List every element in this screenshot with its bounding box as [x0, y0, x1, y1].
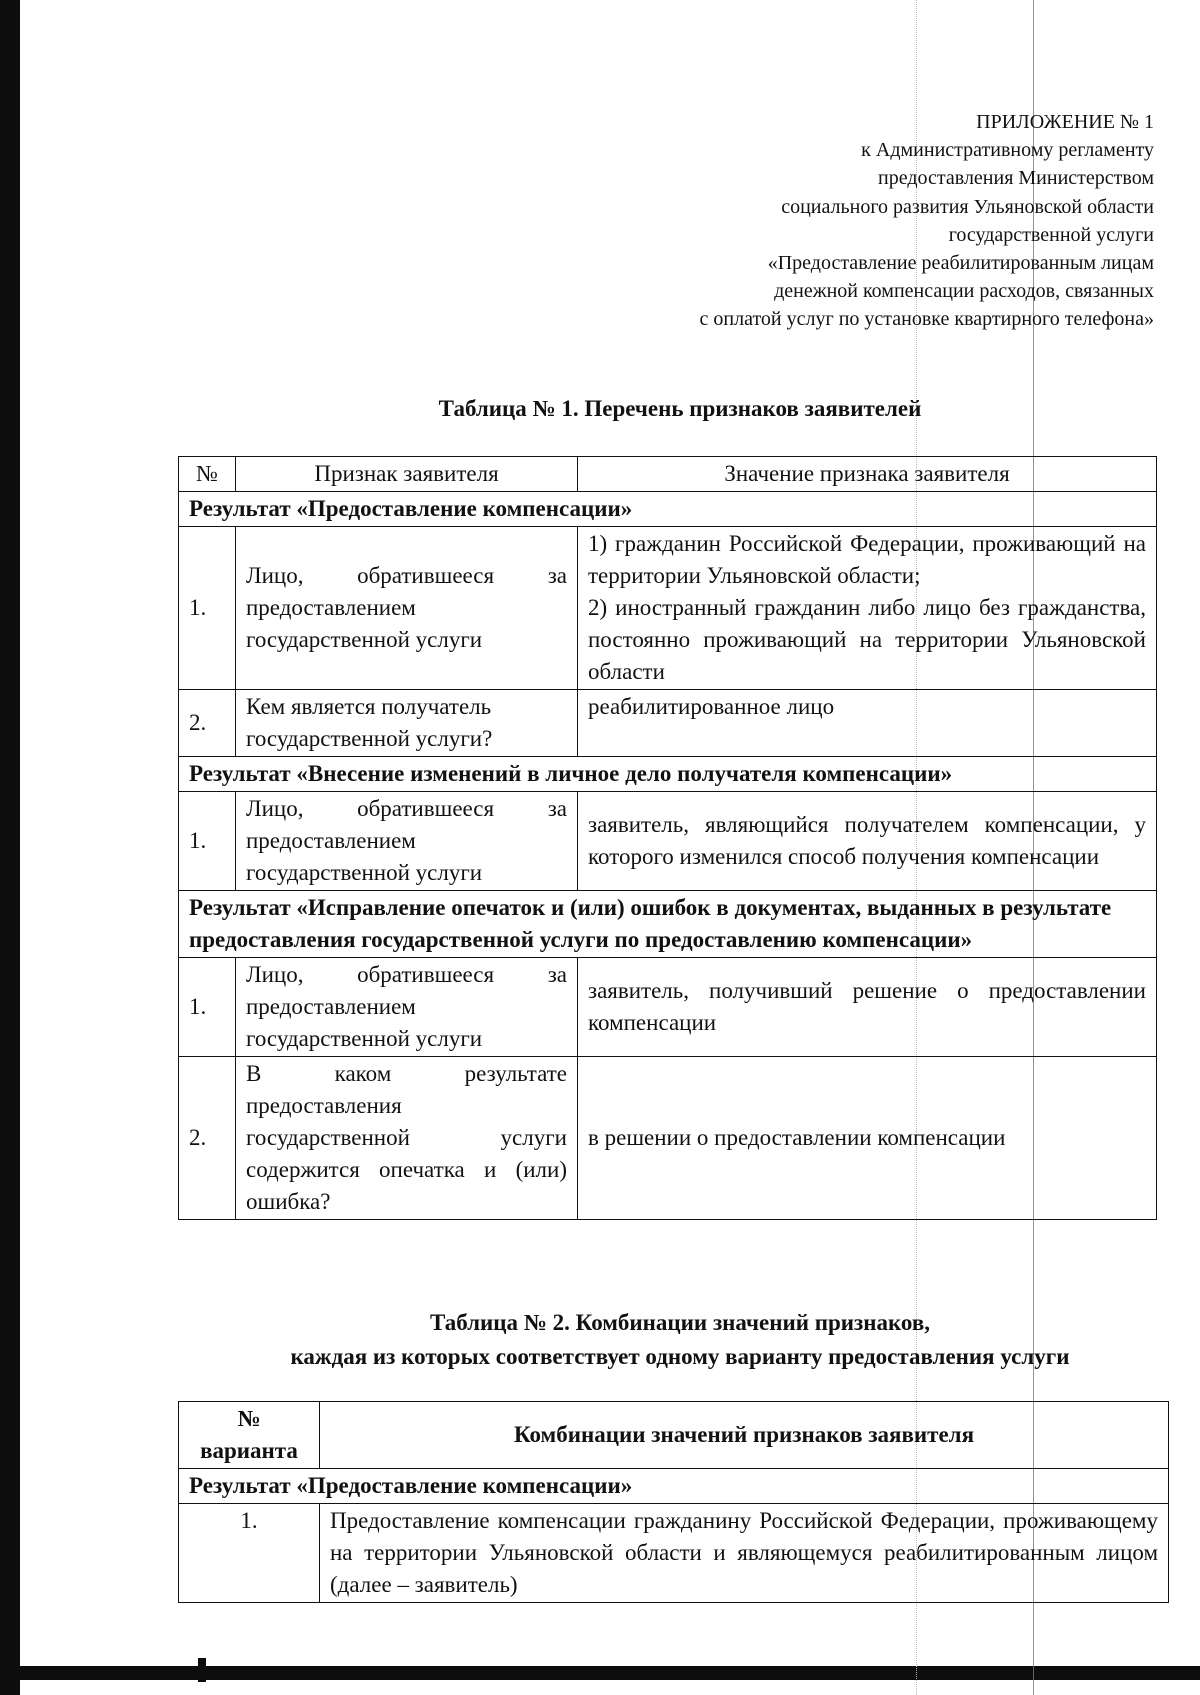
header-line: ПРИЛОЖЕНИЕ № 1 — [976, 111, 1154, 133]
table1-applicant-attributes — [178, 456, 1157, 1220]
header-line: государственной услуги — [948, 223, 1154, 246]
column-header-attribute: Признак заявителя — [236, 457, 578, 492]
section-title: Результат «Внесение изменений в личное дело получателя компенсации» — [179, 757, 1157, 792]
row-value-line: 1) гражданин Российской Федерации, проживающий на территории Ульяновской области; — [588, 531, 1146, 588]
variant-number: 1. — [179, 1504, 320, 1603]
section-row — [179, 891, 1157, 958]
row-value: заявитель, являющийся получателем компенсации, у которого изменился способ получения компенсации — [578, 792, 1157, 891]
column-header-combinations: Комбинации значений признаков заявителя — [320, 1402, 1169, 1469]
appendix-header — [514, 108, 1154, 334]
column-header-value: Значение признака заявителя — [578, 457, 1157, 492]
header-line: к Административному регламенту — [861, 139, 1154, 162]
section-title: Результат «Предоставление компенсации» — [179, 492, 1157, 527]
row-value-line: 2) иностранный гражданин либо лицо без гражданства, постоянно проживающий на территории Ульяновской области — [588, 595, 1146, 684]
row-attribute: Кем является получатель государственной услуги? — [236, 690, 578, 757]
row-number: 1. — [179, 527, 236, 690]
row-attribute: В каком результате предоставления государственной услуги содержится опечатка и (или) ошибка? — [236, 1057, 578, 1220]
header-line: «Предоставление реабилитированным лицам — [767, 252, 1154, 275]
table-row — [179, 958, 1157, 1057]
scan-bottom-mark — [198, 1658, 206, 1682]
table-row — [179, 690, 1157, 757]
table-header-row — [179, 457, 1157, 492]
section-title: Результат «Исправление опечаток и (или) ошибок в документах, выданных в результате предоставления государственной услуги по предоставлению компенсации» — [179, 891, 1157, 958]
header-line: предоставления Министерством — [878, 167, 1154, 190]
row-number: 1. — [179, 958, 236, 1057]
row-value: в решении о предоставлении компенсации — [578, 1057, 1157, 1220]
variant-text: Предоставление компенсации гражданину Российской Федерации, проживающему на территории Ульяновской области и являющемуся реабилитированным лицом (далее – заявитель) — [320, 1504, 1169, 1603]
header-line: с оплатой услуг по установке квартирного телефона» — [699, 308, 1154, 331]
table1-caption: Таблица № 1. Перечень признаков заявителей — [438, 396, 922, 421]
column-header-num: № — [179, 457, 236, 492]
table2-caption-line: Таблица № 2. Комбинации значений признаков, — [429, 1310, 931, 1335]
table2-attribute-combinations — [178, 1401, 1169, 1603]
scan-left-border — [0, 0, 20, 1695]
table-row — [179, 1504, 1169, 1603]
row-value: заявитель, получивший решение о предоставлении компенсации — [578, 958, 1157, 1057]
table-row — [179, 1057, 1157, 1220]
table2-caption-line: каждая из которых соответствует одному варианту предоставления услуги — [290, 1344, 1070, 1369]
section-row — [179, 492, 1157, 527]
scan-bottom-border — [0, 1666, 1200, 1680]
column-header-variant-num: № варианта — [179, 1402, 320, 1469]
section-row — [179, 1469, 1169, 1504]
table2-caption — [180, 1306, 1180, 1374]
table-row — [179, 792, 1157, 891]
row-attribute: Лицо, обратившееся за предоставлением государственной услуги — [236, 958, 578, 1057]
section-title: Результат «Предоставление компенсации» — [179, 1469, 1169, 1504]
section-row — [179, 757, 1157, 792]
row-number: 2. — [179, 690, 236, 757]
header-line: денежной компенсации расходов, связанных — [774, 280, 1154, 303]
table-row — [179, 527, 1157, 690]
row-value — [578, 527, 1157, 690]
row-number: 1. — [179, 792, 236, 891]
row-number: 2. — [179, 1057, 236, 1220]
row-attribute: Лицо, обратившееся за предоставлением государственной услуги — [236, 527, 578, 690]
row-value: реабилитированное лицо — [578, 690, 1157, 757]
table-header-row — [179, 1402, 1169, 1469]
row-attribute: Лицо, обратившееся за предоставлением государственной услуги — [236, 792, 578, 891]
header-line: социального развития Ульяновской области — [781, 195, 1154, 218]
